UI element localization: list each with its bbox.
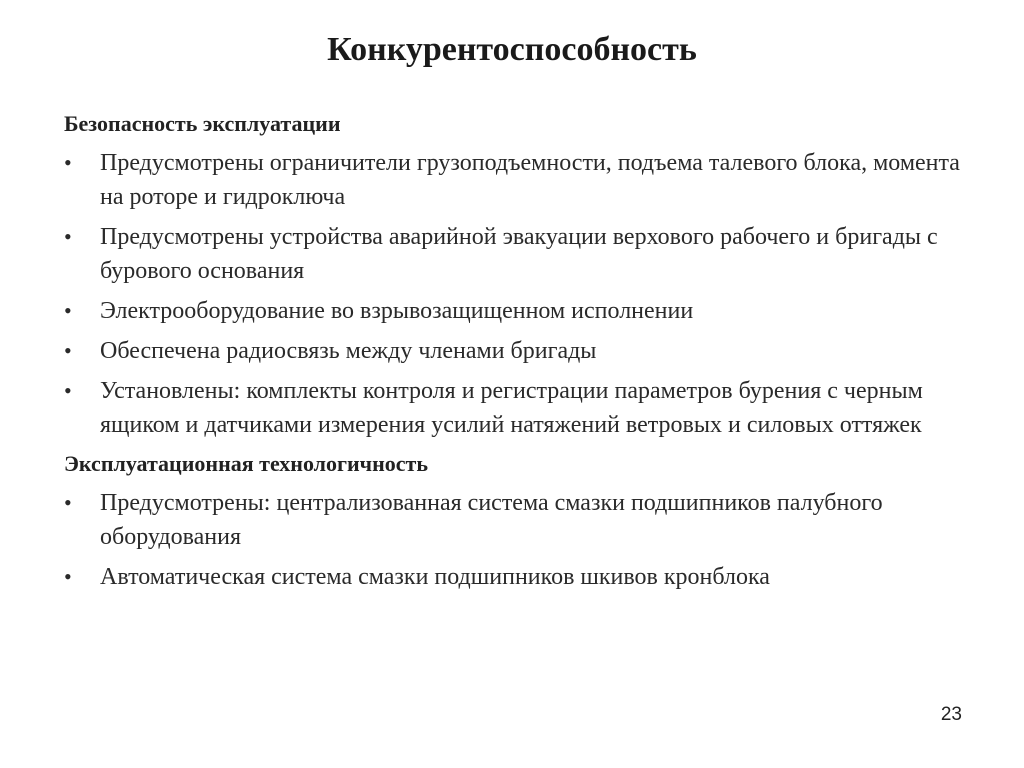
slide-title: Конкурентоспособность (327, 31, 697, 68)
bullet-icon: • (64, 338, 72, 363)
bullet-icon: • (64, 150, 72, 175)
section-heading-technology: Эксплуатационная технологичность (64, 451, 428, 476)
bullet-icon: • (64, 378, 72, 403)
bullet-icon: • (64, 298, 72, 323)
technology-bullet-list (64, 486, 984, 594)
bullet-text: Установлены: комплекты контроля и регистрации параметров бурения с черным ящиком и датчиками измерения усилий натяжений ветровых и силовых оттяжек (100, 378, 923, 438)
bullet-text: Автоматическая система смазки подшипников шкивов кронблока (100, 564, 770, 590)
bullet-text: Предусмотрены: централизованная система смазки подшипников палубного оборудования (100, 490, 883, 550)
safety-bullet-list (64, 146, 984, 442)
section-heading-safety: Безопасность эксплуатации (64, 111, 341, 136)
bullet-item (64, 294, 984, 328)
bullet-item (64, 560, 984, 594)
bullet-text: Электрооборудование во взрывозащищенном исполнении (100, 298, 694, 324)
bullet-item (64, 334, 984, 368)
bullet-icon: • (64, 490, 72, 515)
bullet-item (64, 486, 984, 554)
bullet-item (64, 374, 984, 442)
bullet-item (64, 146, 984, 214)
slide-content (64, 110, 984, 600)
bullet-text: Предусмотрены устройства аварийной эвакуации верхового рабочего и бригады с бурового основания (100, 224, 938, 284)
page-number: 23 (940, 704, 962, 725)
bullet-icon: • (64, 224, 72, 249)
bullet-text: Предусмотрены ограничители грузоподъемности, подъема талевого блока, момента на роторе и гидроключа (100, 150, 960, 210)
bullet-icon: • (64, 564, 72, 589)
bullet-text: Обеспечена радиосвязь между членами бригады (100, 338, 597, 364)
bullet-item (64, 220, 984, 288)
